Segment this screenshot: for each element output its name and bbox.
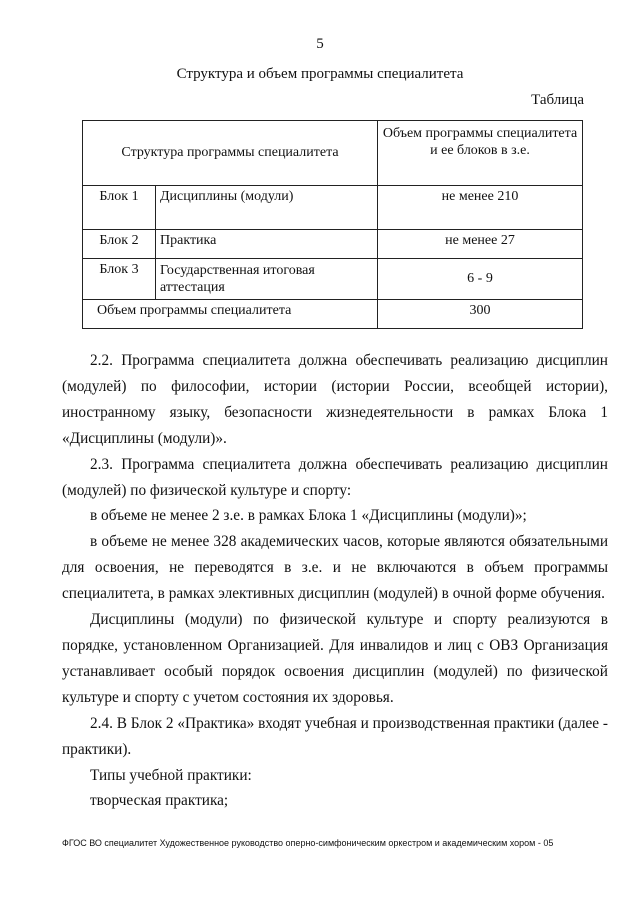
program-structure-table bbox=[82, 120, 583, 329]
paragraph: Типы учебной практики: bbox=[90, 766, 252, 784]
block-name-cell: Практика bbox=[156, 230, 378, 259]
table-row bbox=[83, 230, 583, 259]
header-structure: Структура программы специалитета bbox=[83, 121, 378, 186]
paragraph: в объеме не менее 328 академических часов, которые являются обязательными для освоения, не переводятся в з.е. и не включаются в объем программы специалитета, в рамках элективных дисциплин (модулей) в очной форме обучения. bbox=[62, 533, 608, 603]
total-value-cell: 300 bbox=[378, 300, 583, 329]
paragraph: творческая практика; bbox=[90, 792, 229, 810]
table-header-row bbox=[83, 121, 583, 186]
page-number: 5 bbox=[316, 36, 324, 52]
table-row bbox=[83, 186, 583, 230]
block-cell: Блок 1 bbox=[83, 186, 156, 230]
header-volume: Объем программы специалитета и ее блоков в з.е. bbox=[378, 121, 583, 186]
block-name-cell: Дисциплины (модули) bbox=[156, 186, 378, 230]
table-total-row bbox=[83, 300, 583, 329]
table-row bbox=[83, 259, 583, 300]
block-cell: Блок 3 bbox=[83, 259, 156, 300]
paragraph: 2.4. В Блок 2 «Практика» входят учебная и производственная практики (далее - практики). bbox=[62, 714, 609, 758]
paragraph: 2.3. Программа специалитета должна обеспечивать реализацию дисциплин (модулей) по физической культуре и спорту: bbox=[62, 455, 608, 499]
total-label-cell: Объем программы специалитета bbox=[83, 300, 378, 329]
paragraph: Дисциплины (модули) по физической культуре и спорту реализуются в порядке, установленном Организацией. Для инвалидов и лиц с ОВЗ Организация устанавливает особый порядок освоения дисциплин (модулей) по физической культуре и спорту с учетом состояния их здоровья. bbox=[62, 611, 608, 706]
table-label: Таблица bbox=[531, 92, 584, 108]
paragraph: 2.2. Программа специалитета должна обеспечивать реализацию дисциплин (модулей) по философии, истории (истории России, всеобщей истории), иностранному языку, безопасности жизнедеятельности в рамках Блока 1 «Дисциплины (модули)». bbox=[62, 352, 608, 447]
block-volume-cell: не менее 27 bbox=[378, 230, 583, 259]
table-title: Структура и объем программы специалитета bbox=[176, 66, 464, 82]
page-footer: ФГОС ВО специалитет Художественное руководство оперно-симфоническим оркестром и академическим хором - 05 bbox=[62, 838, 554, 848]
block-volume-cell: не менее 210 bbox=[378, 186, 583, 230]
body-text bbox=[62, 348, 608, 814]
block-name-cell: Государственная итоговая аттестация bbox=[156, 259, 378, 300]
block-volume-cell: 6 - 9 bbox=[378, 259, 583, 300]
block-cell: Блок 2 bbox=[83, 230, 156, 259]
paragraph: в объеме не менее 2 з.е. в рамках Блока 1 «Дисциплины (модули)»; bbox=[90, 507, 527, 525]
